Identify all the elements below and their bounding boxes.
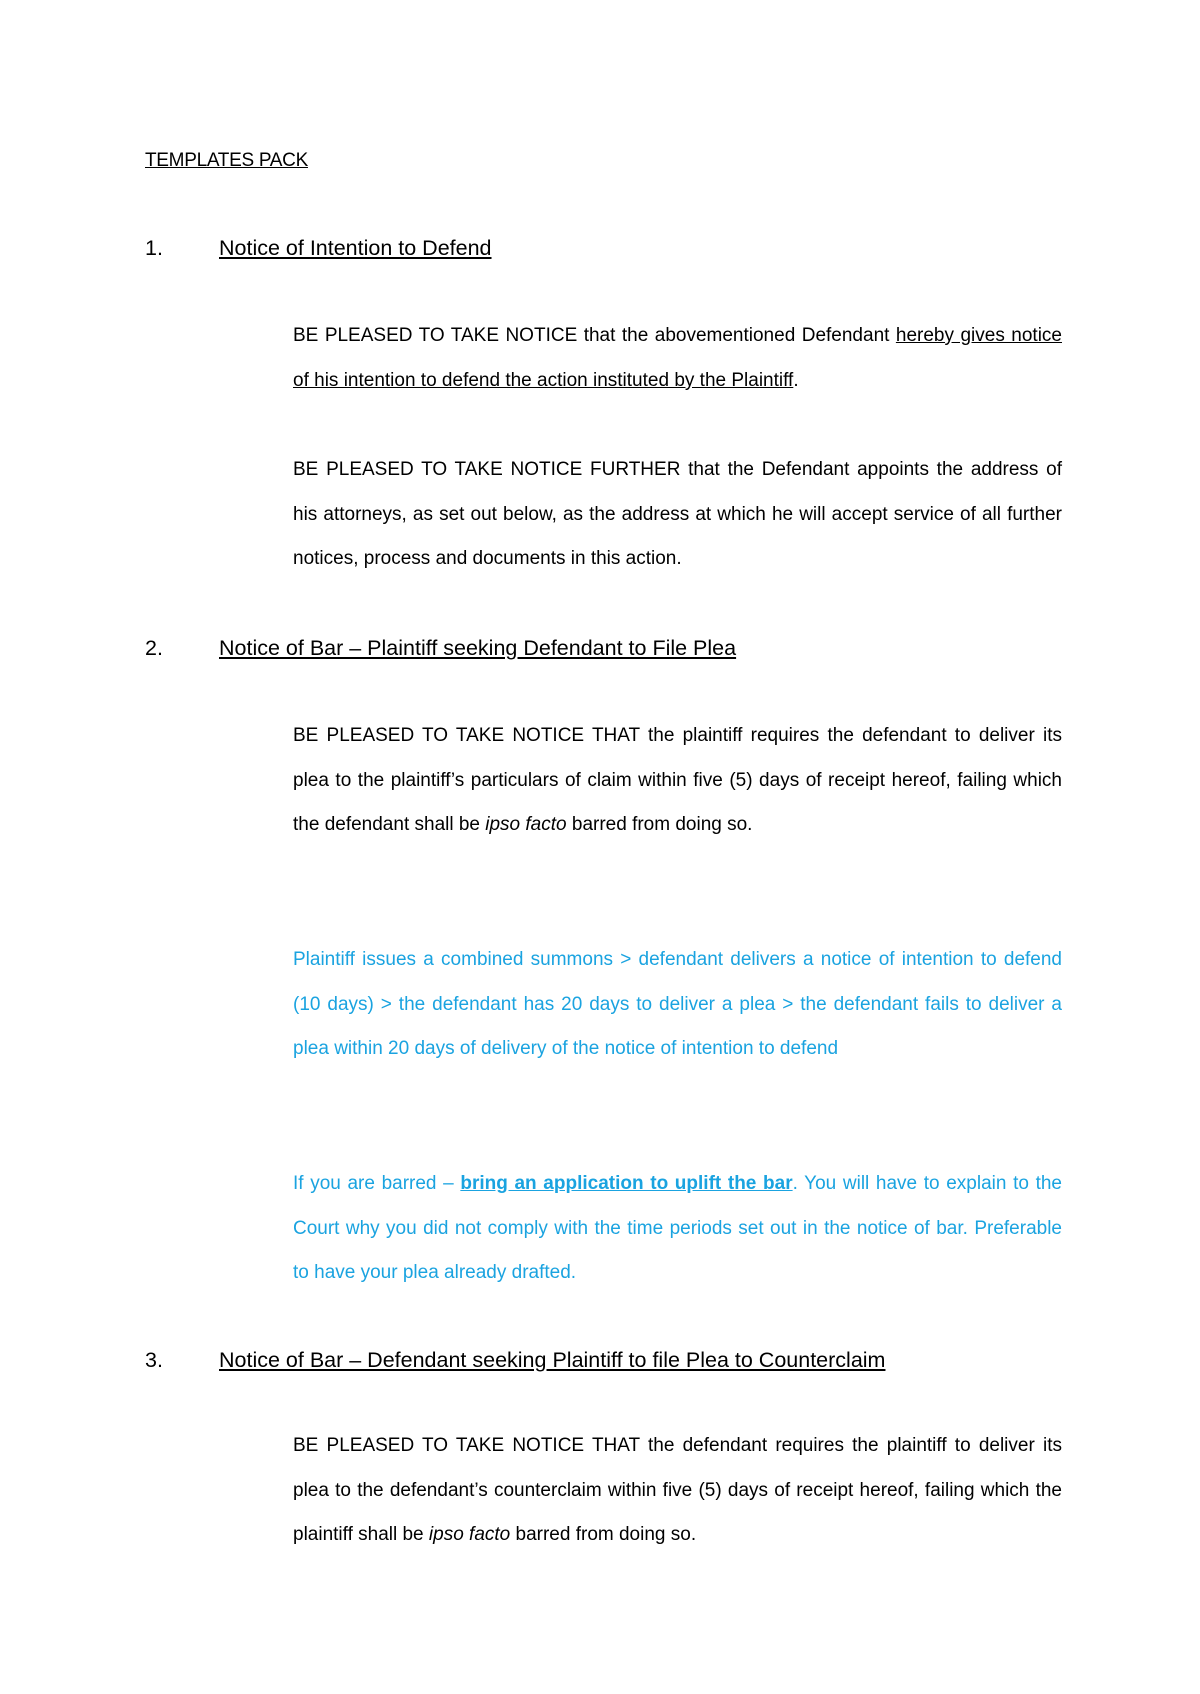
section-2-number: 2.: [145, 636, 163, 660]
section-3-paragraph-1: BE PLEASED TO TAKE NOTICE THAT the defendant requires the plaintiff to deliver its plea to the defendant’s counterclaim within five (5) days of receipt hereof, failing which the plaintiff shall be ipso facto barred from doing so.: [293, 1435, 1062, 1546]
section-3-heading: [145, 1348, 885, 1373]
section-2-title: Notice of Bar – Plaintiff seeking Defendant to File Plea: [219, 636, 737, 660]
section-1-title: Notice of Intention to Defend: [219, 236, 492, 260]
section-1-paragraph-1: BE PLEASED TO TAKE NOTICE that the abovementioned Defendant hereby gives notice of his intention to defend the action instituted by the Plaintiff.: [293, 325, 1062, 391]
emphasized-advice: bring an application to uplift the bar: [460, 1173, 793, 1194]
section-2-heading: [145, 636, 736, 661]
italic-latin-term: ipso facto: [485, 814, 567, 836]
section-1-number: 1.: [145, 236, 163, 260]
document-title: TEMPLATES PACK: [145, 150, 308, 171]
section-3-number: 3.: [145, 1348, 163, 1372]
section-2-paragraph-1: BE PLEASED TO TAKE NOTICE THAT the plaintiff requires the defendant to deliver its plea to the plaintiff’s particulars of claim within five (5) days of receipt hereof, failing which the defendant shall be ipso facto barred from doing so.: [293, 725, 1062, 836]
section-2-note-barred: If you are barred – bring an application to uplift the bar. You will have to explain to the Court why you did not comply with the time periods set out in the notice of bar. Preferable to have your plea already drafted.: [293, 1173, 1062, 1284]
italic-latin-term: ipso facto: [428, 1524, 511, 1546]
section-1-heading: [145, 236, 492, 261]
underlined-text: hereby gives notice of his intention to defend the action instituted by the Plaintiff: [293, 325, 1062, 391]
section-3-title: Notice of Bar – Defendant seeking Plaintiff to file Plea to Counterclaim: [219, 1348, 886, 1372]
section-1-paragraph-2: BE PLEASED TO TAKE NOTICE FURTHER that the Defendant appoints the address of his attorneys, as set out below, as the address at which he will accept service of all further notices, process and documents in this action.: [293, 459, 1062, 570]
section-2-note-process: Plaintiff issues a combined summons > defendant delivers a notice of intention to defend (10 days) > the defendant has 20 days to deliver a plea > the defendant fails to deliver a plea within 20 days of delivery of the notice of intention to defend: [293, 949, 1062, 1060]
